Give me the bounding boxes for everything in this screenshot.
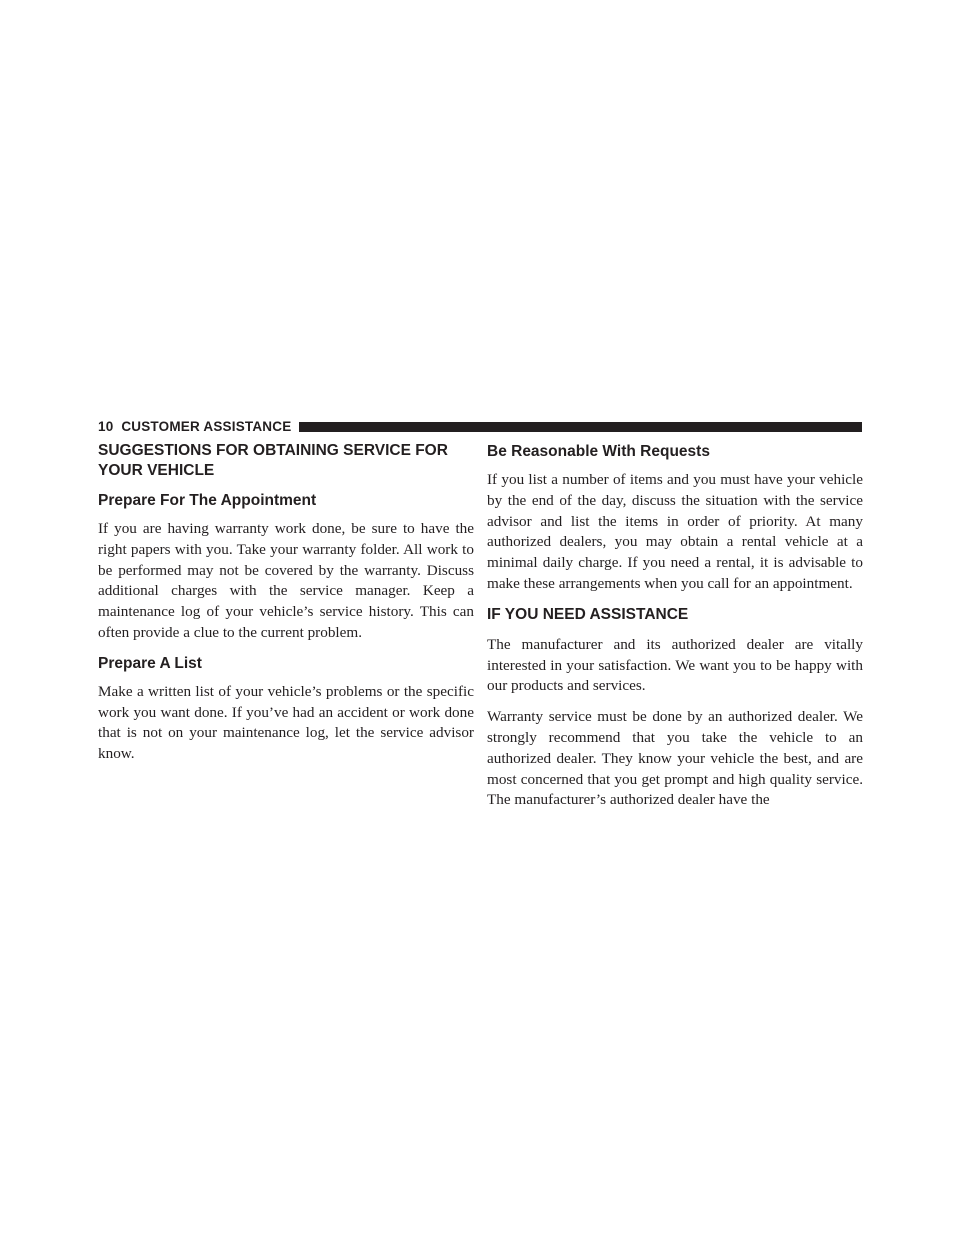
subheading-prepare-appointment: Prepare For The Appointment [98, 492, 317, 509]
paragraph-warranty-service: Warranty service must be done by an authorized dealer. We strongly recommend that you take the vehicle to an authorized dealer. They know your vehicle the best, and are most concerned that you get prompt and high quality service. The manufacturer’s authorized dealer have the [487, 708, 863, 809]
page-header-label [98, 418, 299, 436]
section-title-service-suggestions: SUGGESTIONS FOR OBTAINING SERVICE FOR YOUR VEHICLE [98, 442, 448, 479]
page-number: 10 [98, 419, 114, 434]
paragraph-prepare-appointment: If you are having warranty work done, be sure to have the right papers with you. Take your warranty folder. All work to be performed may not be covered by the warranty. Discuss additional charges with the service manager. Keep a maintenance log of your vehicle’s service history. This can often provide a clue to the current problem. [98, 520, 474, 641]
section-name: CUSTOMER ASSISTANCE [121, 419, 292, 434]
paragraph-prepare-list: Make a written list of your vehicle’s problems or the specific work you want done. If you’ve had an accident or work done that is not on your maintenance log, let the service advisor know. [98, 682, 474, 763]
header-rule [299, 422, 862, 432]
left-column [98, 441, 474, 775]
right-column [487, 441, 863, 821]
paragraph-satisfaction: The manufacturer and its authorized dealer are vitally interested in your satisfaction. We want you to be happy with our products and services. [487, 635, 863, 695]
subheading-prepare-list: Prepare A List [98, 654, 202, 672]
paragraph-reasonable-requests: If you list a number of items and you must have your vehicle by the end of the day, discuss the situation with the service advisor and list the items in order of priority. At many authorized dealers, you may obtain a rental vehicle at a minimal daily charge. If you need a rental, it is advisable to make these arrangements when you call for an appointment. [487, 471, 863, 592]
section-title-need-assistance: IF YOU NEED ASSISTANCE [487, 605, 689, 623]
page-header [98, 418, 862, 436]
subheading-reasonable-requests: Be Reasonable With Requests [487, 443, 710, 460]
